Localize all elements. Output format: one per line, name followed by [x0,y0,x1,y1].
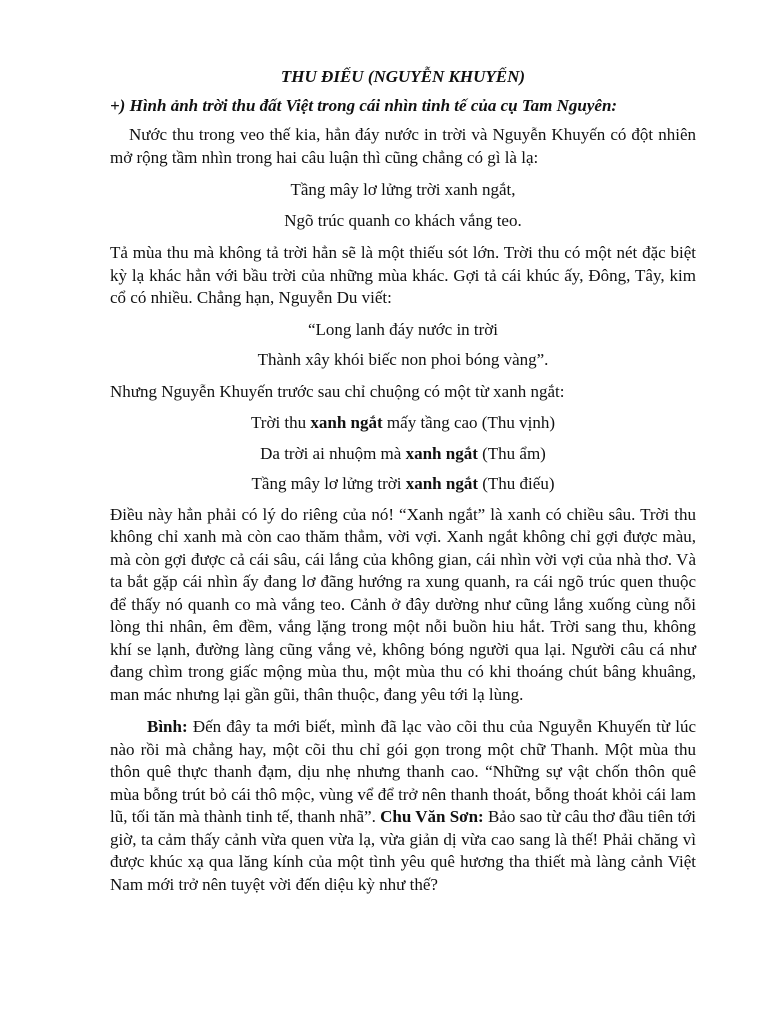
verse-line [110,412,696,435]
verse-line: Tầng mây lơ lửng trời xanh ngắt, [290,180,516,199]
commentary-label: Bình: [147,717,188,736]
verse-text: (Thu ẩm) [477,443,546,463]
verse-bold: xanh ngắt [405,443,478,463]
verse-line [110,443,696,466]
paragraph-xanh-ngat: Nhưng Nguyễn Khuyến trước sau chỉ chuộng có một từ xanh ngắt: [110,381,565,401]
page-title: THU ĐIẾU (NGUYỄN KHUYẾN) [280,67,526,86]
verse-text: (Thu điếu) [478,474,555,493]
author-label: Chu Văn Sơn: [380,807,484,826]
paragraph-sky: Tả mùa thu mà không tả trời hẳn sẽ là một thiếu sót lớn. Trời thu có một nét đặc biệt kỳ lạ khác hẳn với bầu trời của những mùa khác. Gợi tả cái khúc ấy, Đông, Tây, kim cổ có nhiều. Chẳng hạn, Nguyễn Du viết: [110,243,696,307]
commentary-text: Bảo sao từ câu thơ đầu tiên tới giờ, ta cảm thấy cảnh vừa quen vừa lạ, vừa giản dị vừa cao sang là thế! Phải chăng vì được khúc xạ qua lăng kính của một tình yêu quê hương tha thiết mà làng cảnh Việt Nam mới trở nên tuyệt vời đến diệu kỳ như thế? [110,807,696,894]
section-heading: +) Hình ảnh trời thu đất Việt trong cái nhìn tinh tế của cụ Tam Nguyên: [110,95,618,115]
paragraph-commentary [110,716,696,896]
verse-bold: xanh ngắt [310,413,383,432]
verse-bold: xanh ngắt [405,474,478,493]
verse-line: Thành xây khói biếc non phoi bóng vàng”. [257,350,549,369]
paragraph-intro: Nước thu trong veo thế kia, hẳn đáy nước in trời và Nguyễn Khuyến có đột nhiên mở rộng tầm nhìn trong hai câu luận thì cũng chẳng có gì là lạ: [110,125,696,167]
verse-text: Da trời ai nhuộm mà [260,443,406,463]
verse-text: mấy tầng cao (Thu vịnh) [382,413,555,432]
verse-text: Trời thu [251,413,311,432]
verse-line: “Long lanh đáy nước in trời [307,319,499,339]
paragraph-analysis: Điều này hẳn phải có lý do riêng của nó! “Xanh ngắt” là xanh có chiều sâu. Trời thu không chỉ xanh mà còn cao thăm thẳm, vời vợi. Xanh ngắt không chỉ gợi được màu, mà còn gợi được cả cái sâu, cái lắng của không gian, cái nhìn vời vợi của nhà thơ. Và ta bắt gặp cái nhìn ấy đang lơ đãng hướng ra xung quanh, ra cái ngõ trúc quen thuộc để thấy nó quanh co mà vắng teo. Cảnh ở đây dường như cũng lắng xuống cùng nỗi lòng thi nhân, êm đềm, vắng lặng trong một nỗi buồn hiu hắt. Trời sang thu, không khí se lạnh, đường làng cũng vắng vẻ, không bóng người qua lại. Người câu cá như đang chìm trong giấc mộng mùa thu, một mùa thu có khi thoáng chút bâng khuâng, man mác nhưng lại gần gũi, thân thuộc, đang yêu tới lạ lùng. [110,504,696,704]
verse-line [110,473,696,496]
verse-line: Ngõ trúc quanh co khách vắng teo. [284,210,522,230]
verse-text: Tầng mây lơ lửng trời [251,474,406,493]
commentary-text: Đến đây ta mới biết, mình đã lạc vào cõi thu của Nguyễn Khuyến từ lúc nào rồi mà chẳng hay, một cõi thu chỉ gói gọn trong một chữ Thanh. Một mùa thu thôn quê thực thanh đạm, dịu nhẹ nhưng thanh cao. “Những sự vật chốn thôn quê mùa bỗng trút bỏ cái thô mộc, vùng vể để trở nên thanh thoát, bỗng thoát khỏi cái lam lũ, tối tăn mà thành tinh tế, thanh nhã”. [110,717,696,826]
